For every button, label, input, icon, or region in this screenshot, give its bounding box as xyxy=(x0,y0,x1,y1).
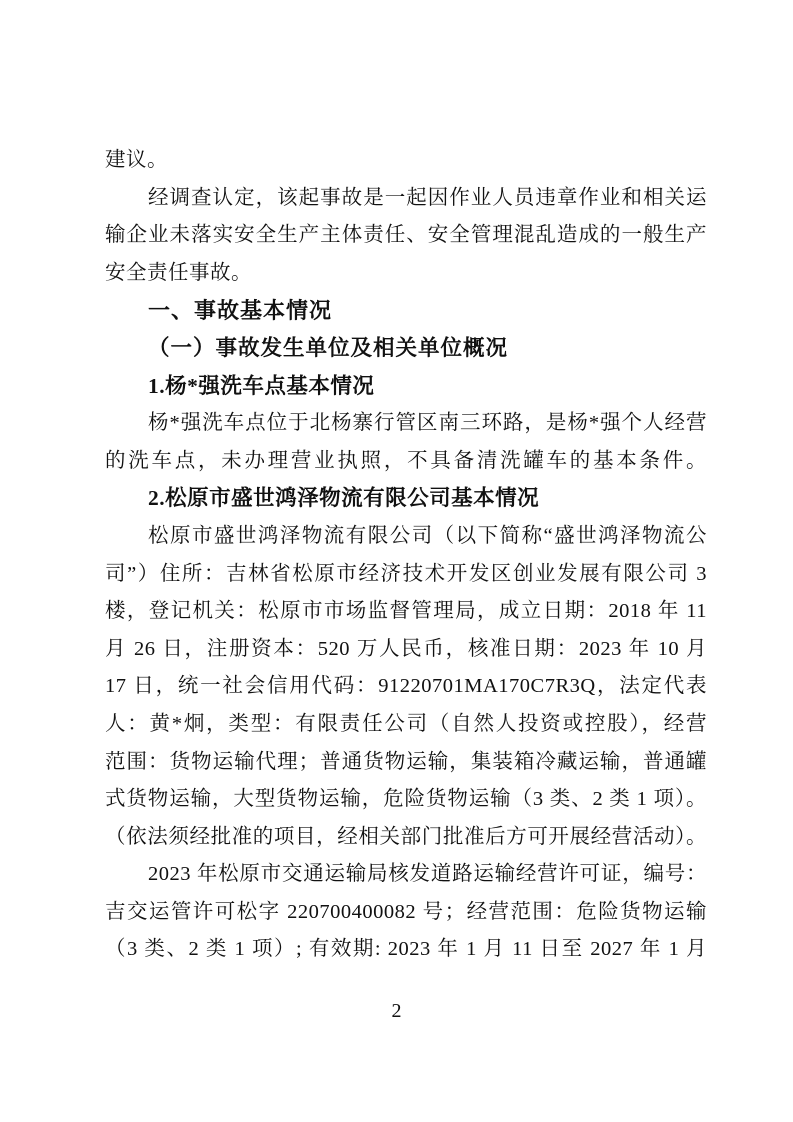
heading-h2: （一）事故发生单位及相关单位概况 xyxy=(148,335,509,360)
text-line: 2023 年松原市交通运输局核发道路运输经营许可证，编号： xyxy=(148,863,707,886)
text-line: 吉交运管许可松字 220700400082 号；经营范围：危险货物运输 xyxy=(105,900,707,923)
heading-h1: 一、事故基本情况 xyxy=(148,298,333,324)
page-number: 2 xyxy=(391,1000,402,1022)
text-line: 杨*强洗车点位于北杨寨行管区南三环路，是杨*强个人经营 xyxy=(148,412,707,435)
heading-h3: 1.杨*强洗车点基本情况 xyxy=(148,373,375,398)
text-line: 松原市盛世鸿泽物流有限公司（以下简称“盛世鸿泽物流公 xyxy=(148,524,707,547)
text-line: 的洗车点，未办理营业执照，不具备清洗罐车的基本条件。 xyxy=(105,449,707,472)
text-line: 司”）住所：吉林省松原市经济技术开发区创业发展有限公司 3 xyxy=(105,562,707,585)
text-line: 输企业未落实安全生产主体责任、安全管理混乱造成的一般生产 xyxy=(105,224,707,247)
text-line: 安全责任事故。 xyxy=(105,261,252,284)
text-line: 月 26 日，注册资本：520 万人民币，核准日期：2023 年 10 月 xyxy=(105,637,707,660)
text-line: （3 类、2 类 1 项）; 有效期: 2023 年 1 月 11 日至 2027 年 1 月 xyxy=(105,938,707,961)
text-line: 楼，登记机关：松原市市场监督管理局，成立日期：2018 年 11 xyxy=(105,600,707,623)
heading-h3: 2.松原市盛世鸿泽物流有限公司基本情况 xyxy=(148,486,540,511)
text-line: 人：黄*炯，类型：有限责任公司（自然人投资或控股），经营 xyxy=(105,712,707,735)
text-line: 式货物运输，大型货物运输，危险货物运输（3 类、2 类 1 项）。 xyxy=(105,788,707,811)
text-line: 范围：货物运输代理；普通货物运输，集装箱冷藏运输，普通罐 xyxy=(105,750,707,773)
text-line: （依法须经批准的项目，经相关部门批准后方可开展经营活动）。 xyxy=(105,825,707,848)
text-line: 建议。 xyxy=(105,149,168,171)
text-line: 17 日，统一社会信用代码：91220701MA170C7R3Q，法定代表 xyxy=(105,675,707,698)
document-body xyxy=(105,142,707,969)
text-line: 经调查认定，该起事故是一起因作业人员违章作业和相关运 xyxy=(148,186,707,209)
